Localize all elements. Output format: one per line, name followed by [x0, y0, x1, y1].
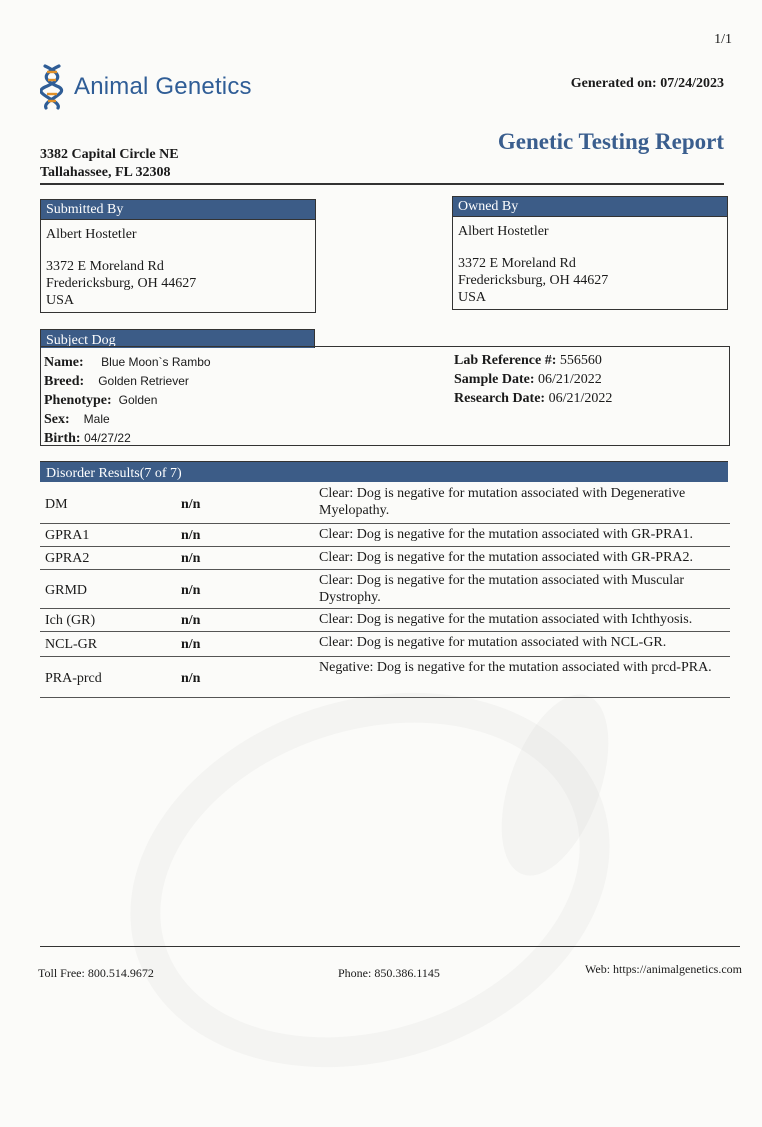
disorder-description: Clear: Dog is negative for the mutation associated with GR-PRA1.: [319, 527, 694, 542]
submitted-by-body: [41, 220, 315, 315]
subject-dog-box: [40, 346, 730, 446]
report-title: Genetic Testing Report: [497, 129, 724, 154]
dog-name-value: Blue Moon`s Rambo: [101, 355, 211, 369]
disorder-results-heading: Disorder Results(7 of 7): [40, 461, 728, 482]
owner-country: USA: [458, 290, 487, 305]
disorder-name: Ich (GR): [45, 613, 96, 628]
submitter-country: USA: [46, 293, 75, 308]
dog-breed-label: Breed:: [44, 374, 85, 389]
table-row: [40, 483, 730, 524]
dna-helix-icon: [40, 64, 64, 110]
owned-by-body: [453, 217, 727, 312]
disorder-description: Negative: Dog is negative for the mutation associated with prcd-PRA.: [319, 660, 712, 675]
disorder-name: GPRA1: [45, 528, 90, 543]
disorder-description: Clear: Dog is negative for mutation associated with Degenerative Myelopathy.: [319, 486, 686, 518]
owned-by-box: [452, 196, 728, 310]
dog-sex-value: Male: [83, 412, 110, 426]
lab-ref-value: 556560: [559, 353, 602, 368]
dog-name-label: Name:: [44, 355, 84, 370]
disorder-description: Clear: Dog is negative for the mutation associated with Ichthyosis.: [319, 612, 693, 627]
brand-logo: [40, 64, 252, 110]
dog-phenotype-label: Phenotype:: [44, 393, 112, 408]
dog-sex-label: Sex:: [44, 412, 70, 427]
disorder-results-table: [40, 483, 730, 698]
submitted-by-box: [40, 199, 316, 313]
subject-lab-details: [454, 351, 612, 408]
generated-label: Generated on:: [570, 76, 657, 91]
disorder-result: n/n: [181, 583, 201, 598]
disorder-result: n/n: [181, 671, 201, 686]
brand-name: Animal Genetics: [74, 73, 252, 100]
footer-divider: [40, 946, 740, 947]
disorder-name: DM: [45, 497, 68, 512]
table-row: [40, 632, 730, 657]
dog-birth-value: 04/27/22: [84, 431, 131, 445]
disorder-result: n/n: [181, 551, 201, 566]
owned-by-heading: Owned By: [453, 197, 727, 217]
page-number: 1/1: [714, 32, 732, 47]
disorder-name: NCL-GR: [45, 637, 98, 652]
disorder-result: n/n: [181, 613, 201, 628]
lab-ref-label: Lab Reference #:: [454, 353, 557, 368]
disorder-name: GRMD: [45, 583, 88, 598]
submitter-street: 3372 E Moreland Rd: [46, 259, 164, 274]
submitted-by-heading: Submitted By: [41, 200, 315, 220]
lab-address: [40, 146, 179, 182]
owner-name: Albert Hostetler: [458, 224, 549, 239]
table-row: [40, 609, 730, 632]
subject-dog-heading: Subject Dog: [40, 329, 315, 348]
dog-breed-value: Golden Retriever: [98, 374, 189, 388]
disorder-result: n/n: [181, 637, 201, 652]
disorder-description: Clear: Dog is negative for the mutation associated with Muscular Dystrophy.: [319, 573, 685, 605]
sample-date-label: Sample Date:: [454, 372, 535, 387]
dog-phenotype-value: Golden: [118, 393, 158, 407]
table-row: [40, 570, 730, 609]
research-date-label: Research Date:: [454, 391, 546, 406]
subject-dog-details: [44, 353, 211, 448]
header-divider: [40, 183, 724, 185]
sample-date-value: 06/21/2022: [538, 372, 602, 387]
research-date-value: 06/21/2022: [548, 391, 613, 406]
table-row: [40, 524, 730, 547]
owner-street: 3372 E Moreland Rd: [458, 256, 576, 271]
disorder-name: PRA-prcd: [45, 671, 102, 686]
submitter-name: Albert Hostetler: [46, 227, 137, 242]
footer-phone: Phone: 850.386.1145: [338, 966, 440, 980]
footer-toll-free: Toll Free: 800.514.9672: [38, 966, 154, 980]
footer-web-link[interactable]: Web: https://animalgenetics.com: [585, 962, 742, 976]
submitter-city: Fredericksburg, OH 44627: [46, 276, 197, 291]
owner-city: Fredericksburg, OH 44627: [458, 273, 609, 288]
table-row: [40, 657, 730, 698]
disorder-result: n/n: [181, 528, 201, 543]
dog-birth-label: Birth:: [44, 431, 81, 446]
disorder-description: Clear: Dog is negative for mutation associated with NCL-GR.: [319, 635, 667, 650]
generated-value: 07/24/2023: [660, 76, 724, 91]
lab-address-line2: Tallahassee, FL 32308: [40, 165, 171, 180]
disorder-description: Clear: Dog is negative for the mutation associated with GR-PRA2.: [319, 550, 694, 565]
generated-date: [571, 76, 724, 92]
table-row: [40, 547, 730, 570]
disorder-result: n/n: [181, 497, 201, 512]
disorder-name: GPRA2: [45, 551, 90, 566]
lab-address-line1: 3382 Capital Circle NE: [40, 147, 179, 162]
